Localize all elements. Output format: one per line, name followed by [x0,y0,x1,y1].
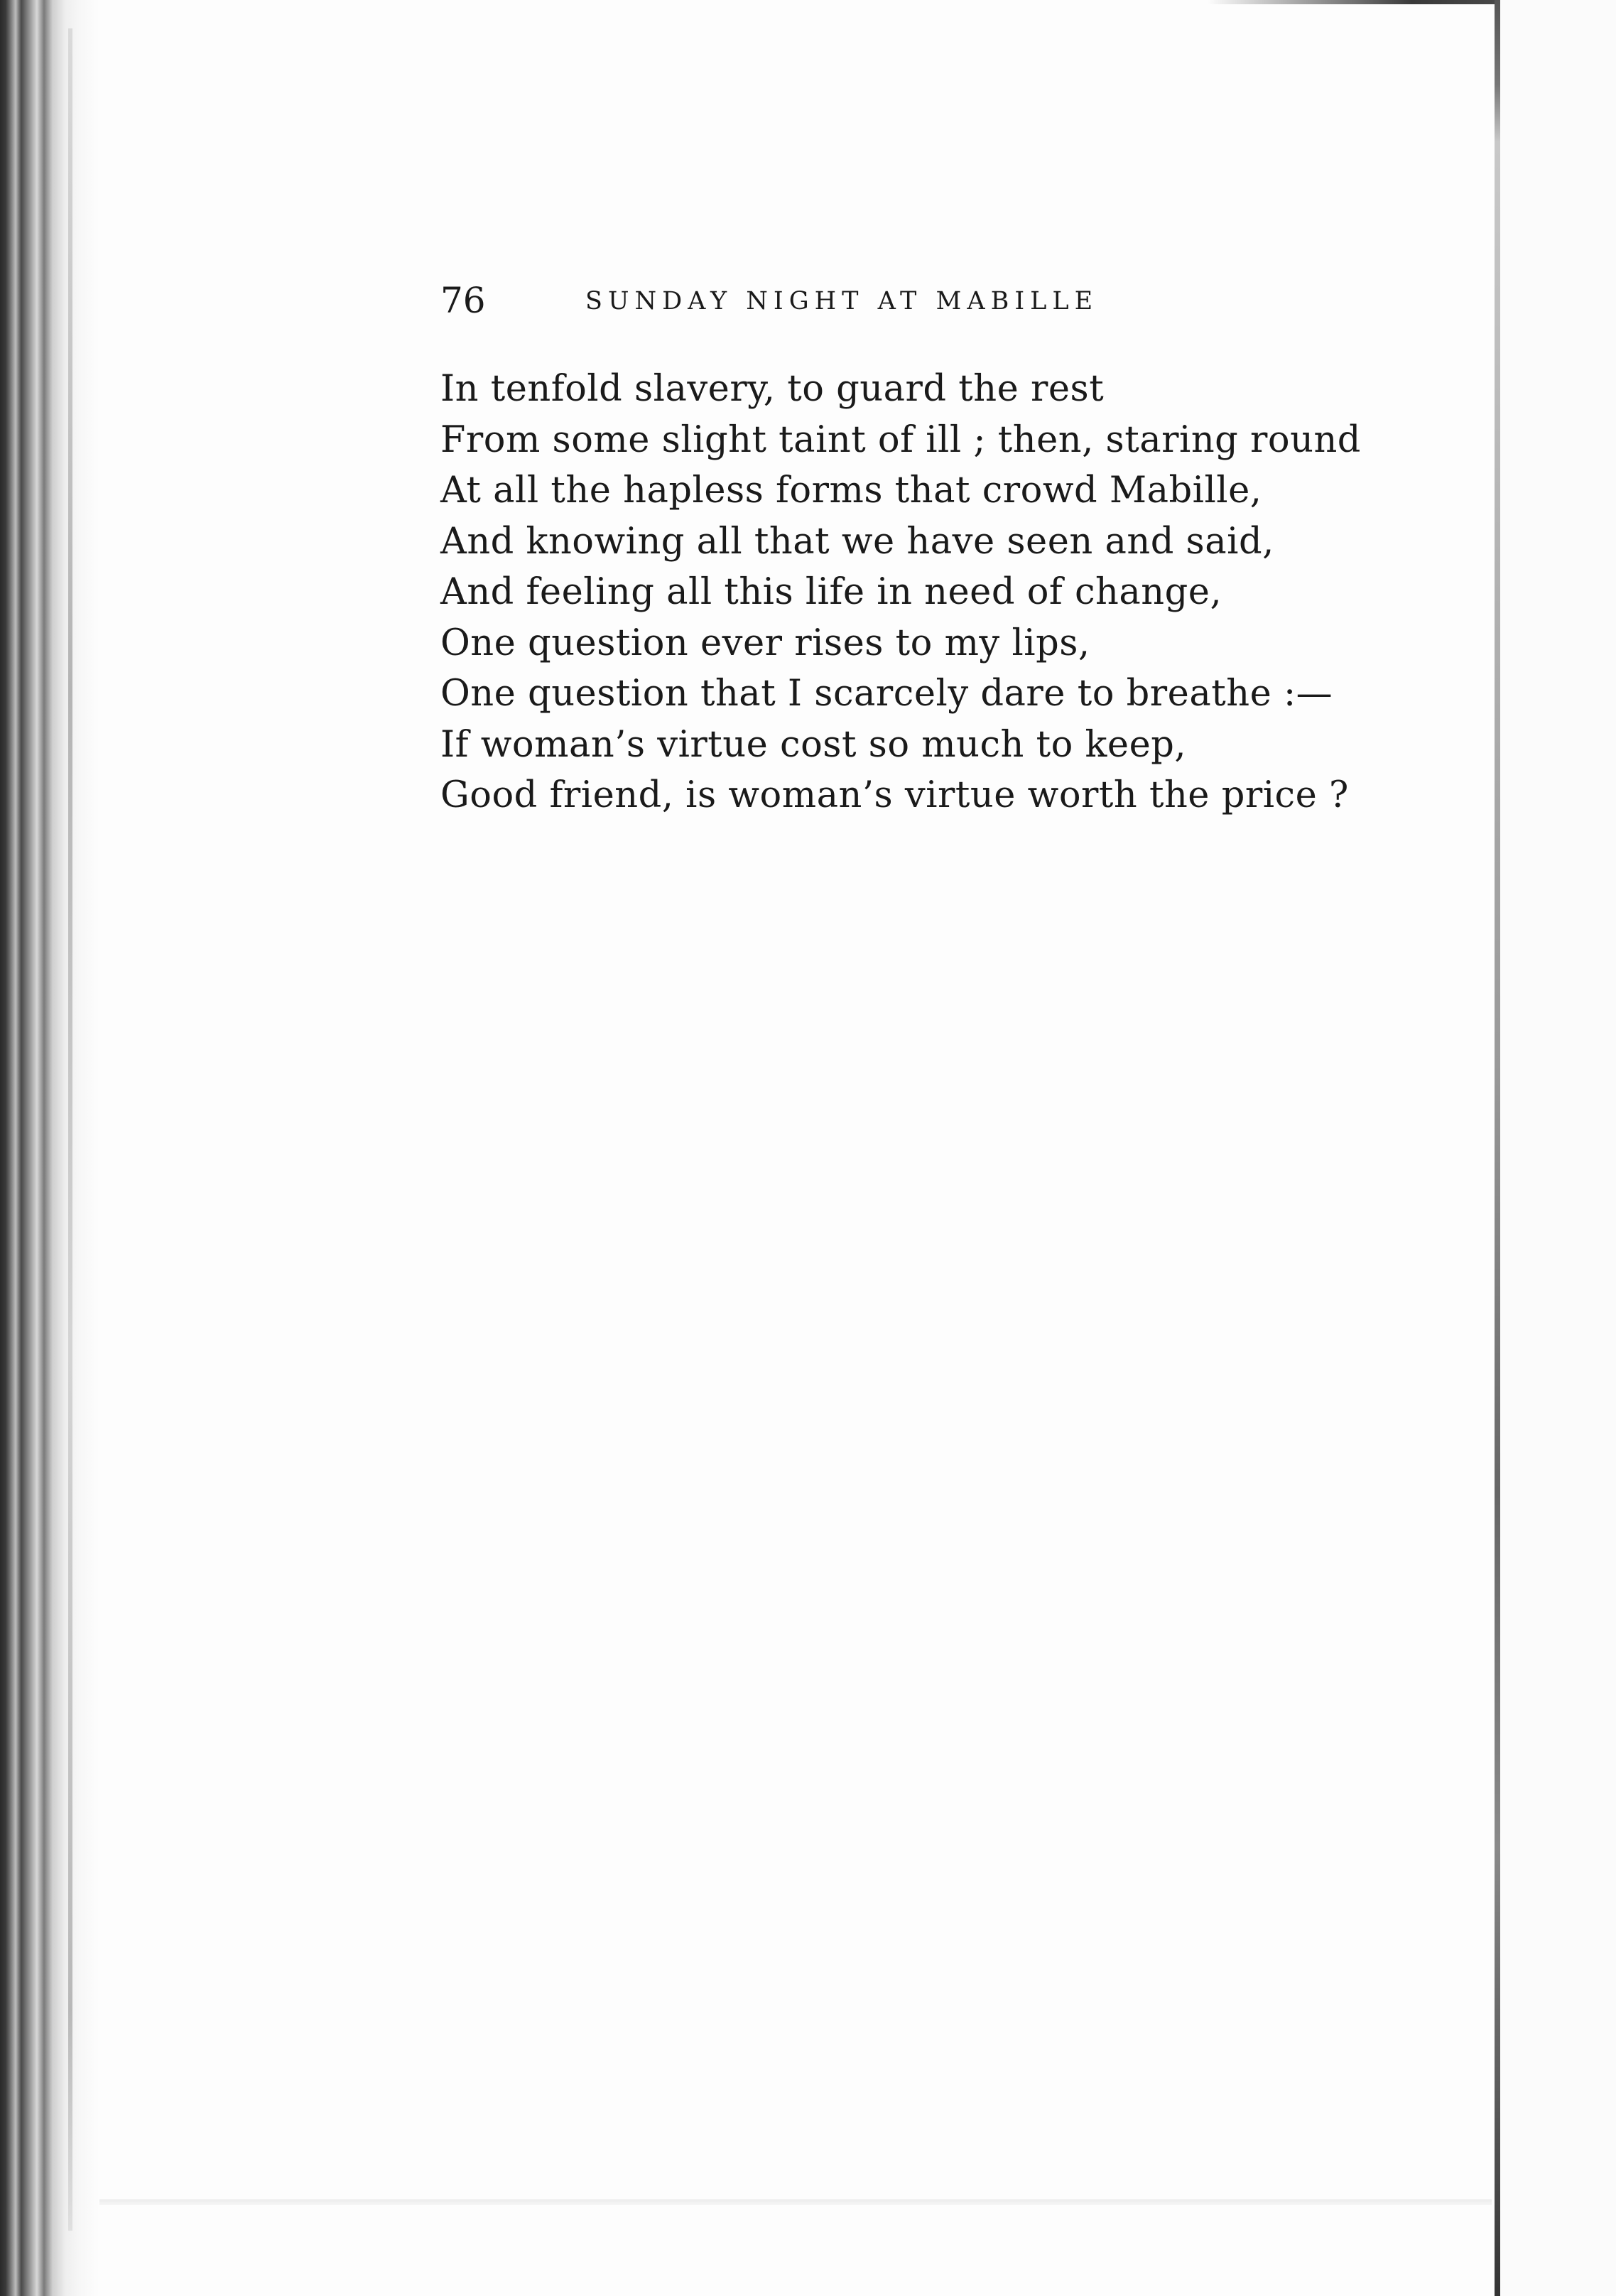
page-number: 76 [440,280,486,321]
book-binding-edge [0,0,99,2296]
poem-line: One question ever rises to my lips, [440,622,1090,664]
poem-line: One question that I scarcely dare to breathe :— [440,673,1333,715]
next-page-sliver [1500,0,1616,2296]
poem-line: If woman’s virtue cost so much to keep, [440,723,1187,766]
poem-stanza [440,364,1364,821]
binding-shadow [68,28,72,2231]
poem-line: From some slight taint of ill ; then, staring round [440,418,1361,461]
poem-line: And feeling all this life in need of change, [440,571,1222,613]
running-head [440,276,1222,325]
running-title: SUNDAY NIGHT AT MABILLE [585,287,1099,315]
poem-line: At all the hapless forms that crowd Mabille, [440,470,1262,511]
page-right-edge [1495,0,1500,2296]
poem-line: And knowing all that we have seen and said, [440,520,1274,563]
poem-line: In tenfold slavery, to guard the rest [440,368,1105,410]
page-bottom-edge [99,2199,1492,2205]
poem-line: Good friend, is woman’s virtue worth the price ? [440,774,1349,816]
